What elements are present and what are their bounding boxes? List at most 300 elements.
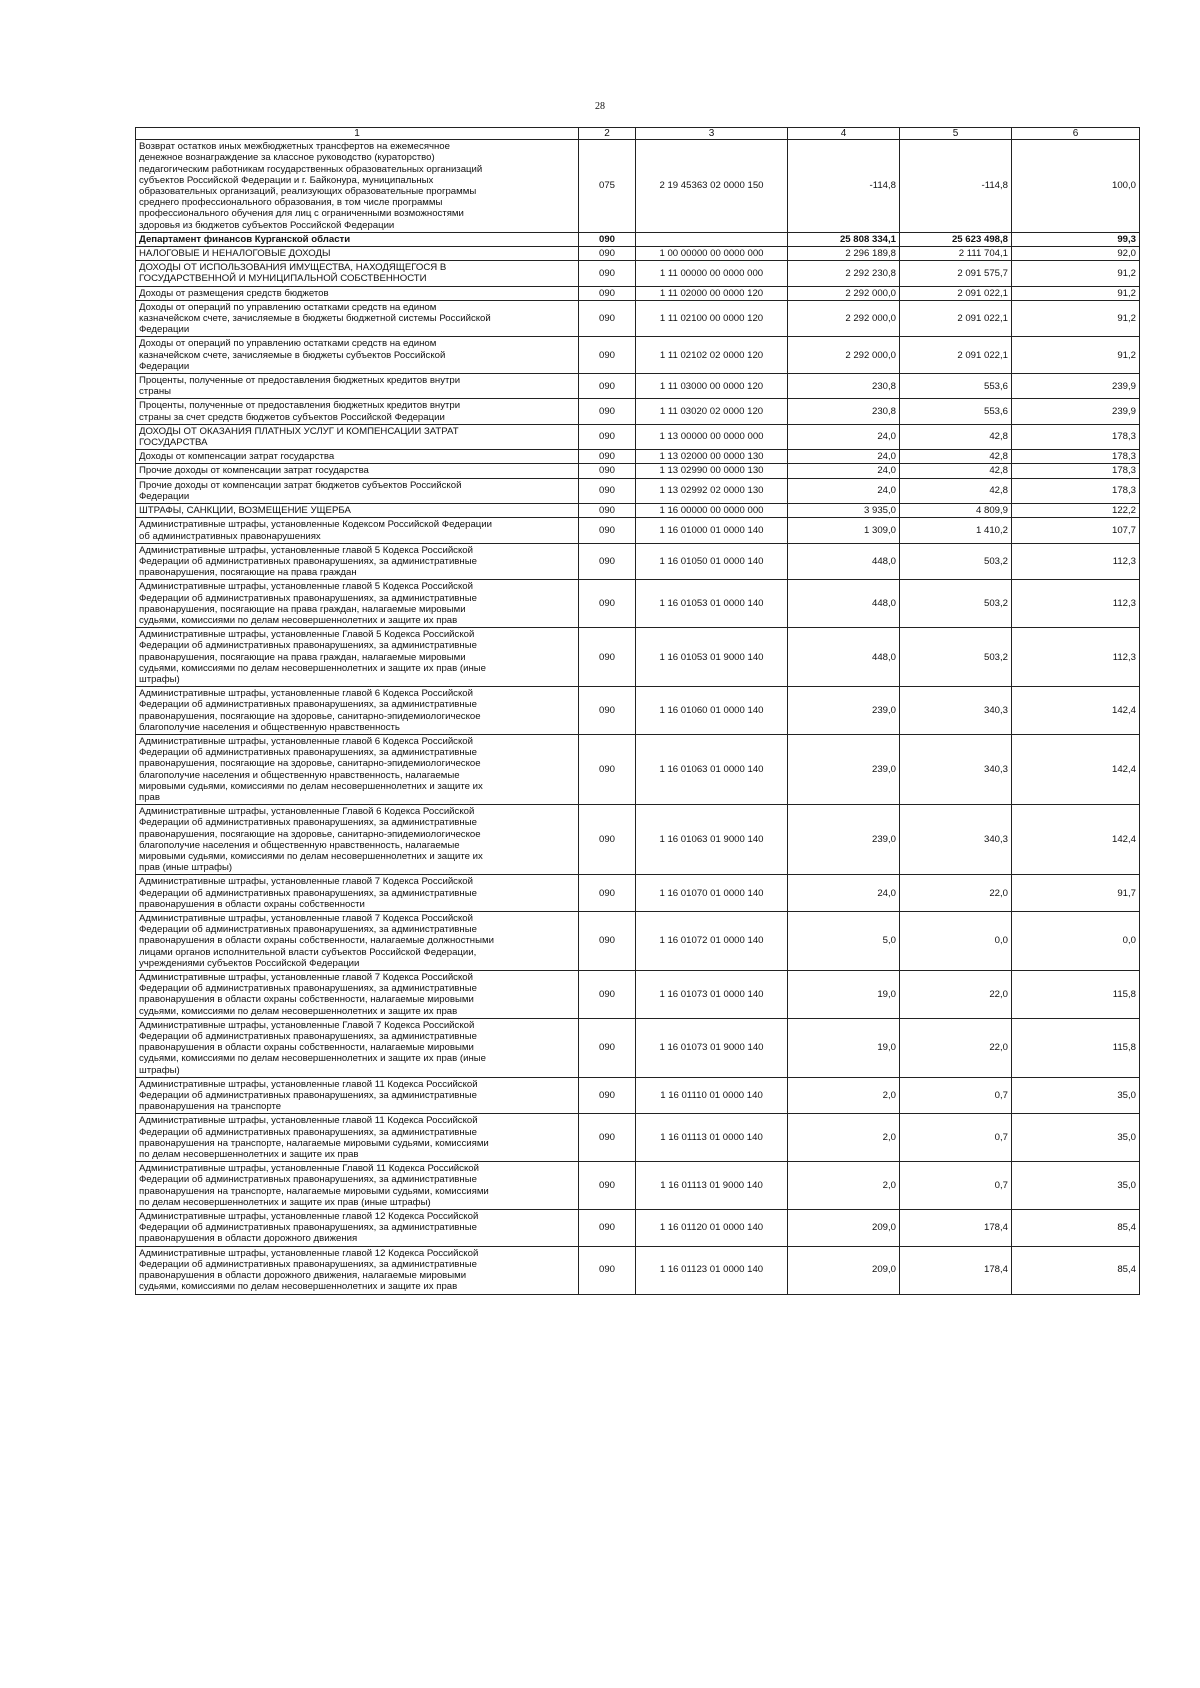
- actual-amount-cell: [900, 1018, 1012, 1077]
- table-row: [136, 1162, 1140, 1210]
- actual-amount-text: 0,7: [994, 1132, 1008, 1144]
- table-row: [136, 450, 1140, 464]
- table-row: [136, 374, 1140, 399]
- administrator-code-cell: [579, 140, 636, 233]
- administrator-code-text: 090: [598, 485, 615, 497]
- budget-classification-code-cell: [636, 1077, 788, 1114]
- execution-percent-cell: [1012, 875, 1140, 912]
- budget-classification-code-cell: [636, 337, 788, 374]
- budget-classification-code-text: 1 16 00000 00 0000 000: [659, 505, 764, 517]
- actual-amount-text: 0,0: [994, 935, 1008, 947]
- income-name-text: Административные штрафы, установленные главой 7 Кодекса Российской Федерации об административных правонарушениях, за административные правонарушения в области охраны собственности, налагаемые мировыми судьями, комиссиями по делам несовершеннолетних и защите их прав: [139, 972, 477, 1017]
- revenue-table-body: [136, 128, 1140, 1295]
- administrator-code-text: 090: [598, 887, 615, 899]
- execution-percent-cell: [1012, 1210, 1140, 1247]
- administrator-code-cell: [579, 424, 636, 449]
- execution-percent-text: 35,0: [1117, 1132, 1136, 1144]
- execution-percent-cell: [1012, 1018, 1140, 1077]
- planned-amount-text: 209,0: [871, 1222, 896, 1234]
- planned-amount-cell: [788, 1162, 900, 1210]
- execution-percent-cell: [1012, 450, 1140, 464]
- planned-amount-text: 1 309,0: [863, 524, 896, 536]
- table-row: [136, 734, 1140, 804]
- actual-amount-text: 340,3: [983, 704, 1008, 716]
- budget-classification-code-cell: [636, 1018, 788, 1077]
- income-name-cell: [136, 374, 579, 399]
- planned-amount-text: 24,0: [877, 451, 896, 463]
- actual-amount-text: 42,8: [989, 431, 1008, 443]
- budget-classification-code-cell: [636, 1210, 788, 1247]
- actual-amount-text: 22,0: [989, 988, 1008, 1000]
- budget-classification-code-cell: [636, 504, 788, 518]
- execution-percent-cell: [1012, 261, 1140, 286]
- planned-amount-cell: [788, 232, 900, 246]
- budget-classification-code-cell: [636, 286, 788, 300]
- table-row: [136, 232, 1140, 246]
- planned-amount-cell: [788, 337, 900, 374]
- planned-amount-text: 2 292 000,0: [845, 349, 896, 361]
- income-name-cell: [136, 518, 579, 543]
- actual-amount-cell: [900, 300, 1012, 337]
- budget-classification-code-cell: [636, 1114, 788, 1162]
- actual-amount-cell: [900, 971, 1012, 1019]
- income-name-text: Прочие доходы от компенсации затрат бюджетов субъектов Российской Федерации: [139, 479, 462, 502]
- administrator-code-cell: [579, 1077, 636, 1114]
- actual-amount-text: 1 410,2: [975, 524, 1008, 536]
- administrator-code-text: 090: [598, 555, 615, 567]
- table-row: [136, 1114, 1140, 1162]
- planned-amount-text: 448,0: [871, 555, 896, 567]
- income-name-text: Департамент финансов Курганской области: [139, 233, 351, 245]
- column-number-row: [136, 128, 1140, 140]
- budget-classification-code-cell: [636, 464, 788, 478]
- income-name-text: ДОХОДЫ ОТ ИСПОЛЬЗОВАНИЯ ИМУЩЕСТВА, НАХОДЯЩЕГОСЯ В ГОСУДАРСТВЕННОЙ И МУНИЦИПАЛЬНОЙ СОБСТВЕННОСТИ: [139, 262, 447, 285]
- execution-percent-text: 100,0: [1111, 180, 1136, 192]
- budget-classification-code-cell: [636, 140, 788, 233]
- actual-amount-cell: [900, 805, 1012, 875]
- income-name-text: Административные штрафы, установленные Главой 11 Кодекса Российской Федерации об административных правонарушениях, за административные правонарушения на транспорте, налагаемые мировыми судьями, комиссиями по делам несовершеннолетних и защите их прав (иные штрафы): [139, 1163, 489, 1208]
- execution-percent-cell: [1012, 374, 1140, 399]
- administrator-code-text: 090: [598, 380, 615, 392]
- income-name-cell: [136, 1114, 579, 1162]
- administrator-code-cell: [579, 286, 636, 300]
- actual-amount-cell: [900, 464, 1012, 478]
- execution-percent-cell: [1012, 504, 1140, 518]
- planned-amount-cell: [788, 518, 900, 543]
- execution-percent-text: 91,7: [1117, 887, 1136, 899]
- budget-classification-code-text: 1 13 02992 02 0000 130: [659, 485, 764, 497]
- income-name-cell: [136, 543, 579, 580]
- administrator-code-cell: [579, 543, 636, 580]
- budget-classification-code-text: 1 00 00000 00 0000 000: [659, 248, 764, 260]
- execution-percent-text: 142,4: [1111, 704, 1136, 716]
- administrator-code-text: 090: [598, 1132, 615, 1144]
- table-row: [136, 1018, 1140, 1077]
- execution-percent-text: 91,2: [1117, 313, 1136, 325]
- budget-classification-code-text: 1 13 02000 00 0000 130: [659, 451, 764, 463]
- actual-amount-cell: [900, 450, 1012, 464]
- planned-amount-text: 2 292 000,0: [845, 287, 896, 299]
- income-name-text: Административные штрафы, установленные главой 11 Кодекса Российской Федерации об административных правонарушениях, за административные правонарушения на транспорте: [139, 1078, 478, 1113]
- execution-percent-cell: [1012, 1077, 1140, 1114]
- administrator-code-cell: [579, 734, 636, 804]
- table-row: [136, 628, 1140, 687]
- table-row: [136, 912, 1140, 971]
- planned-amount-cell: [788, 1077, 900, 1114]
- budget-classification-code-cell: [636, 518, 788, 543]
- income-name-cell: [136, 628, 579, 687]
- administrator-code-text: 090: [598, 651, 615, 663]
- administrator-code-text: 090: [598, 248, 615, 260]
- budget-classification-code-text: 1 13 00000 00 0000 000: [659, 431, 764, 443]
- execution-percent-text: 239,9: [1111, 380, 1136, 392]
- administrator-code-text: 090: [598, 704, 615, 716]
- income-name-text: Административные штрафы, установленные Кодексом Российской Федерации об административных правонарушениях: [139, 519, 493, 542]
- budget-classification-code-text: 1 16 01060 01 0000 140: [659, 704, 764, 716]
- income-name-text: Административные штрафы, установленные Главой 7 Кодекса Российской Федерации об административных правонарушениях, за административные правонарушения в области охраны собственности, налагаемые мировыми судьями, комиссиями по делам несовершеннолетних и защите их прав (иные штрафы): [139, 1019, 486, 1076]
- planned-amount-cell: [788, 374, 900, 399]
- execution-percent-cell: [1012, 1162, 1140, 1210]
- execution-percent-cell: [1012, 232, 1140, 246]
- income-name-cell: [136, 478, 579, 503]
- execution-percent-cell: [1012, 140, 1140, 233]
- planned-amount-text: 2 292 230,8: [845, 267, 896, 279]
- income-name-text: Административные штрафы, установленные главой 12 Кодекса Российской Федерации об административных правонарушениях, за административные правонарушения в области дорожного движения: [139, 1211, 479, 1245]
- income-name-cell: [136, 734, 579, 804]
- administrator-code-text: 090: [598, 524, 615, 536]
- planned-amount-text: 239,0: [871, 704, 896, 716]
- actual-amount-cell: [900, 875, 1012, 912]
- execution-percent-cell: [1012, 1114, 1140, 1162]
- income-name-text: Доходы от операций по управлению остатками средств на едином казначейском счете, зачисляемые в бюджеты бюджетной системы Российской Федерации: [139, 301, 491, 336]
- actual-amount-text: 178,4: [983, 1222, 1008, 1234]
- administrator-code-text: 090: [598, 1222, 615, 1234]
- actual-amount-text: 553,6: [983, 406, 1008, 418]
- planned-amount-text: 19,0: [877, 1042, 896, 1054]
- income-name-cell: [136, 140, 579, 233]
- budget-classification-code-text: 1 16 01000 01 0000 140: [659, 524, 764, 536]
- income-name-cell: [136, 247, 579, 261]
- execution-percent-cell: [1012, 247, 1140, 261]
- actual-amount-text: 2 091 022,1: [957, 349, 1008, 361]
- execution-percent-cell: [1012, 1246, 1140, 1294]
- actual-amount-cell: [900, 628, 1012, 687]
- income-name-text: Доходы от размещения средств бюджетов: [139, 287, 329, 299]
- planned-amount-cell: [788, 140, 900, 233]
- actual-amount-cell: [900, 337, 1012, 374]
- table-row: [136, 286, 1140, 300]
- budget-classification-code-text: 1 11 02102 02 0000 120: [659, 349, 764, 361]
- execution-percent-text: 91,2: [1117, 287, 1136, 299]
- administrator-code-cell: [579, 374, 636, 399]
- execution-percent-text: 142,4: [1111, 763, 1136, 775]
- actual-amount-text: 25 623 498,8: [951, 233, 1008, 245]
- column-number-2: 2: [579, 128, 636, 140]
- table-row: [136, 1246, 1140, 1294]
- budget-classification-code-cell: [636, 971, 788, 1019]
- table-row: [136, 543, 1140, 580]
- execution-percent-text: 112,3: [1112, 555, 1136, 567]
- income-name-text: Доходы от операций по управлению остатками средств на едином казначейском счете, зачисляемые в бюджеты субъектов Российской Федерации: [139, 338, 446, 372]
- budget-classification-code-text: 1 16 01063 01 9000 140: [659, 834, 764, 846]
- planned-amount-cell: [788, 580, 900, 628]
- planned-amount-text: 239,0: [871, 834, 896, 846]
- planned-amount-cell: [788, 1246, 900, 1294]
- actual-amount-cell: [900, 1114, 1012, 1162]
- budget-classification-code-text: 1 16 01073 01 9000 140: [659, 1042, 764, 1054]
- budget-classification-code-text: 1 16 01053 01 0000 140: [659, 598, 764, 610]
- actual-amount-text: 0,7: [994, 1090, 1008, 1102]
- budget-classification-code-text: 1 16 01123 01 0000 140: [659, 1264, 764, 1276]
- actual-amount-text: -114,8: [981, 180, 1008, 192]
- actual-amount-cell: [900, 140, 1012, 233]
- table-row: [136, 247, 1140, 261]
- execution-percent-cell: [1012, 734, 1140, 804]
- actual-amount-text: 178,4: [983, 1264, 1008, 1276]
- table-row: [136, 687, 1140, 735]
- execution-percent-text: 35,0: [1117, 1180, 1136, 1192]
- execution-percent-text: 239,9: [1111, 406, 1136, 418]
- income-name-text: Административные штрафы, установленные главой 5 Кодекса Российской Федерации об административных правонарушениях, за административные правонарушения, посягающие на права граждан, налагаемые мировыми судьями, комиссиями по делам несовершеннолетних и защите их прав: [139, 581, 477, 626]
- administrator-code-cell: [579, 232, 636, 246]
- budget-classification-code-cell: [636, 543, 788, 580]
- actual-amount-text: 42,8: [989, 485, 1008, 497]
- budget-classification-code-cell: [636, 580, 788, 628]
- execution-percent-text: 35,0: [1117, 1090, 1136, 1102]
- actual-amount-text: 553,6: [983, 380, 1008, 392]
- execution-percent-text: 178,3: [1111, 431, 1136, 443]
- execution-percent-cell: [1012, 580, 1140, 628]
- table-row: [136, 424, 1140, 449]
- actual-amount-text: 503,2: [983, 598, 1008, 610]
- execution-percent-cell: [1012, 687, 1140, 735]
- actual-amount-cell: [900, 1210, 1012, 1247]
- income-name-cell: [136, 1162, 579, 1210]
- budget-classification-code-cell: [636, 912, 788, 971]
- planned-amount-cell: [788, 734, 900, 804]
- planned-amount-text: 209,0: [871, 1264, 896, 1276]
- actual-amount-cell: [900, 424, 1012, 449]
- execution-percent-text: 178,3: [1111, 485, 1136, 497]
- budget-classification-code-text: 1 16 01113 01 0000 140: [660, 1132, 763, 1144]
- budget-classification-code-cell: [636, 687, 788, 735]
- planned-amount-text: 24,0: [877, 431, 896, 443]
- execution-percent-text: 122,2: [1111, 505, 1136, 517]
- administrator-code-cell: [579, 1018, 636, 1077]
- administrator-code-cell: [579, 628, 636, 687]
- budget-classification-code-cell: [636, 399, 788, 424]
- actual-amount-cell: [900, 232, 1012, 246]
- column-number-5: 5: [900, 128, 1012, 140]
- administrator-code-cell: [579, 337, 636, 374]
- budget-classification-code-text: 1 16 01073 01 0000 140: [659, 988, 764, 1000]
- budget-classification-code-text: 1 16 01063 01 0000 140: [659, 763, 764, 775]
- income-name-cell: [136, 232, 579, 246]
- budget-classification-code-cell: [636, 478, 788, 503]
- budget-classification-code-cell: [636, 1246, 788, 1294]
- actual-amount-cell: [900, 734, 1012, 804]
- administrator-code-cell: [579, 261, 636, 286]
- execution-percent-cell: [1012, 399, 1140, 424]
- budget-classification-code-cell: [636, 374, 788, 399]
- income-name-text: ДОХОДЫ ОТ ОКАЗАНИЯ ПЛАТНЫХ УСЛУГ И КОМПЕНСАЦИИ ЗАТРАТ ГОСУДАРСТВА: [139, 425, 459, 449]
- execution-percent-cell: [1012, 518, 1140, 543]
- administrator-code-text: 090: [598, 505, 615, 517]
- administrator-code-text: 090: [598, 763, 615, 775]
- administrator-code-text: 090: [598, 267, 615, 279]
- budget-classification-code-cell: [636, 300, 788, 337]
- execution-percent-text: 91,2: [1117, 267, 1136, 279]
- income-name-text: Административные штрафы, установленные Главой 6 Кодекса Российской Федерации об административных правонарушениях, за административные правонарушения, посягающие на здоровье, санитарно-эпидемиологическое благополучие населения и общественную нравственность, налагаемые мировыми судьями, комиссиями по делам несовершеннолетних и защите их прав (иные штрафы): [139, 806, 483, 874]
- budget-classification-code-cell: [636, 247, 788, 261]
- budget-classification-code-text: 1 11 02000 00 0000 120: [659, 287, 764, 299]
- planned-amount-text: 2,0: [882, 1180, 896, 1192]
- income-name-cell: [136, 424, 579, 449]
- planned-amount-cell: [788, 261, 900, 286]
- administrator-code-cell: [579, 580, 636, 628]
- execution-percent-text: 99,3: [1117, 233, 1136, 245]
- income-name-text: Проценты, полученные от предоставления бюджетных кредитов внутри страны за счет средств бюджетов субъектов Российской Федерации: [139, 400, 461, 423]
- page-number: 28: [595, 101, 605, 112]
- income-name-cell: [136, 1210, 579, 1247]
- administrator-code-text: 090: [598, 406, 615, 418]
- income-name-text: Возврат остатков иных межбюджетных трансфертов на ежемесячное денежное вознаграждение за классное руководство (кураторство) педагогическим работникам государственных образовательных организаций субъектов Российской Федерации и г. Байконура, муниципальных образовательных организаций, реализующих образовательные программы среднего профессионального образования, в том числе программы профессионального обучения для лиц с ограниченными возможностями здоровья из бюджетов субъектов Российской Федерации: [139, 141, 483, 231]
- planned-amount-cell: [788, 805, 900, 875]
- actual-amount-text: 503,2: [983, 651, 1008, 663]
- actual-amount-text: 4 809,9: [975, 505, 1008, 517]
- planned-amount-cell: [788, 543, 900, 580]
- income-name-cell: [136, 1018, 579, 1077]
- planned-amount-text: 2 296 189,8: [845, 248, 896, 260]
- table-row: [136, 805, 1140, 875]
- administrator-code-cell: [579, 1210, 636, 1247]
- execution-percent-text: 107,7: [1111, 524, 1136, 536]
- actual-amount-cell: [900, 478, 1012, 503]
- table-row: [136, 1077, 1140, 1114]
- income-name-text: Административные штрафы, установленные главой 6 Кодекса Российской Федерации об административных правонарушениях, за административные правонарушения, посягающие на здоровье, санитарно-эпидемиологическое благополучие населения и общественную нравственность: [139, 688, 481, 733]
- administrator-code-cell: [579, 687, 636, 735]
- income-name-text: Административные штрафы, установленные главой 6 Кодекса Российской Федерации об административных правонарушениях, за административные правонарушения, посягающие на здоровье, санитарно-эпидемиологическое благополучие населения и общественную нравственность, налагаемые мировыми судьями, комиссиями по делам несовершеннолетних и защите их прав: [139, 735, 483, 803]
- income-name-text: Административные штрафы, установленные главой 5 Кодекса Российской Федерации об административных правонарушениях, за административные правонарушения, посягающие на права граждан: [139, 544, 477, 579]
- income-name-cell: [136, 580, 579, 628]
- administrator-code-cell: [579, 805, 636, 875]
- actual-amount-text: 340,3: [983, 763, 1008, 775]
- budget-classification-code-text: 1 16 01053 01 9000 140: [659, 651, 764, 663]
- actual-amount-cell: [900, 247, 1012, 261]
- planned-amount-cell: [788, 478, 900, 503]
- table-row: [136, 1210, 1140, 1247]
- execution-percent-cell: [1012, 337, 1140, 374]
- table-row: [136, 464, 1140, 478]
- administrator-code-text: 090: [598, 1042, 615, 1054]
- administrator-code-cell: [579, 504, 636, 518]
- actual-amount-text: 2 091 575,7: [957, 267, 1008, 279]
- planned-amount-text: 19,0: [877, 988, 896, 1000]
- revenue-table: [135, 127, 1140, 1295]
- administrator-code-text: 090: [598, 935, 615, 947]
- execution-percent-text: 85,4: [1117, 1264, 1136, 1276]
- planned-amount-cell: [788, 1210, 900, 1247]
- administrator-code-text: 090: [598, 834, 615, 846]
- budget-classification-code-cell: [636, 628, 788, 687]
- execution-percent-cell: [1012, 464, 1140, 478]
- execution-percent-text: 142,4: [1111, 834, 1136, 846]
- income-name-text: Административные штрафы, установленные главой 11 Кодекса Российской Федерации об административных правонарушениях, за административные правонарушения на транспорте, налагаемые мировыми судьями, комиссиями по делам несовершеннолетних и защите их прав: [139, 1115, 489, 1161]
- budget-classification-code-text: 1 16 01120 01 0000 140: [659, 1222, 764, 1234]
- budget-classification-code-cell: [636, 261, 788, 286]
- income-name-cell: [136, 286, 579, 300]
- column-number-1: 1: [136, 128, 579, 140]
- planned-amount-cell: [788, 628, 900, 687]
- budget-classification-code-cell: [636, 232, 788, 246]
- planned-amount-cell: [788, 450, 900, 464]
- table-row: [136, 140, 1140, 233]
- table-row: [136, 875, 1140, 912]
- income-name-cell: [136, 464, 579, 478]
- income-name-text: Административные штрафы, установленные Главой 5 Кодекса Российской Федерации об административных правонарушениях, за административные правонарушения, посягающие на права граждан, налагаемые мировыми судьями, комиссиями по делам несовершеннолетних и защите их прав (иные штрафы): [139, 629, 486, 685]
- planned-amount-text: 24,0: [877, 465, 896, 477]
- execution-percent-text: 178,3: [1111, 451, 1136, 463]
- administrator-code-text: 090: [598, 349, 615, 361]
- actual-amount-text: 42,8: [989, 451, 1008, 463]
- execution-percent-cell: [1012, 286, 1140, 300]
- planned-amount-cell: [788, 971, 900, 1019]
- income-name-cell: [136, 1077, 579, 1114]
- execution-percent-cell: [1012, 971, 1140, 1019]
- administrator-code-cell: [579, 1162, 636, 1210]
- planned-amount-text: 24,0: [877, 485, 896, 497]
- execution-percent-text: 91,2: [1117, 349, 1136, 361]
- actual-amount-text: 2 091 022,1: [957, 313, 1008, 325]
- column-number-6: 6: [1012, 128, 1140, 140]
- budget-classification-code-text: 1 11 00000 00 0000 000: [659, 267, 764, 279]
- planned-amount-cell: [788, 247, 900, 261]
- budget-classification-code-text: 1 16 01113 01 9000 140: [660, 1180, 763, 1192]
- actual-amount-cell: [900, 687, 1012, 735]
- administrator-code-text: 090: [598, 465, 615, 477]
- actual-amount-cell: [900, 1162, 1012, 1210]
- income-name-text: Доходы от компенсации затрат государства: [139, 451, 335, 463]
- administrator-code-cell: [579, 875, 636, 912]
- administrator-code-text: 090: [598, 1180, 615, 1192]
- administrator-code-text: 090: [598, 287, 615, 299]
- actual-amount-cell: [900, 1077, 1012, 1114]
- income-name-cell: [136, 300, 579, 337]
- budget-classification-code-text: 1 16 01050 01 0000 140: [659, 555, 764, 567]
- column-number-4: 4: [788, 128, 900, 140]
- actual-amount-cell: [900, 399, 1012, 424]
- actual-amount-cell: [900, 504, 1012, 518]
- execution-percent-text: 115,8: [1112, 988, 1136, 1000]
- column-number-3: 3: [636, 128, 788, 140]
- actual-amount-text: 42,8: [989, 465, 1008, 477]
- execution-percent-text: 112,3: [1112, 598, 1136, 610]
- income-name-cell: [136, 687, 579, 735]
- budget-classification-code-cell: [636, 450, 788, 464]
- income-name-cell: [136, 337, 579, 374]
- income-name-text: Административные штрафы, установленные главой 7 Кодекса Российской Федерации об административных правонарушениях, за административные правонарушения в области охраны собственности: [139, 876, 477, 910]
- table-row: [136, 518, 1140, 543]
- actual-amount-text: 22,0: [989, 1042, 1008, 1054]
- planned-amount-cell: [788, 912, 900, 971]
- table-row: [136, 504, 1140, 518]
- income-name-cell: [136, 261, 579, 286]
- planned-amount-text: 2 292 000,0: [845, 313, 896, 325]
- administrator-code-text: 090: [598, 1264, 615, 1276]
- planned-amount-text: 5,0: [882, 935, 896, 947]
- budget-classification-code-cell: [636, 424, 788, 449]
- planned-amount-text: 448,0: [871, 598, 896, 610]
